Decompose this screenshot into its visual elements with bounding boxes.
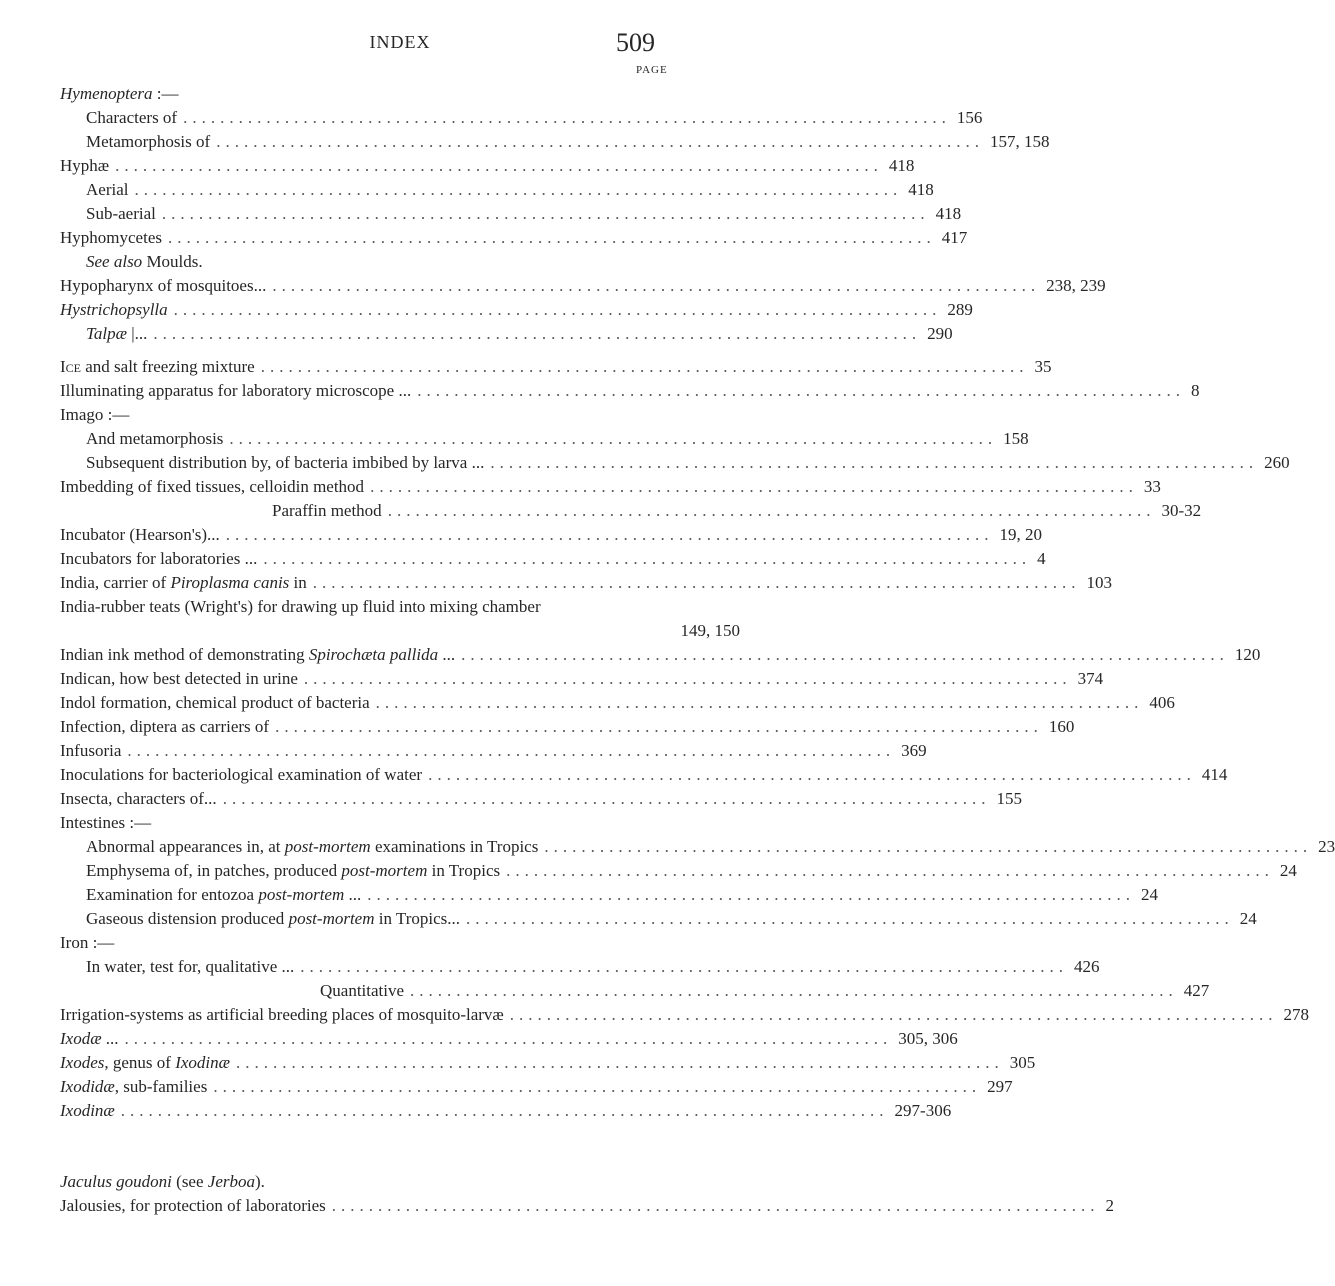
index-entry: [60, 298, 973, 322]
index-entry-label: Incubators for laboratories ...: [60, 549, 258, 568]
index-entry-label: India-rubber teats (Wright's) for drawing up fluid into mixing chamber: [60, 597, 541, 616]
index-entry-label: And metamorphosis: [86, 429, 224, 448]
index-entry-pages: 414: [1201, 765, 1228, 784]
leader-dots: ...................................................................................: [272, 276, 1041, 295]
index-entry: [60, 1075, 1013, 1099]
index-entry: [60, 427, 1029, 451]
page-number: 509: [616, 28, 655, 57]
leader-dots: ...................................................................................: [544, 837, 1313, 856]
index-entry-label: Hyphæ: [60, 156, 110, 175]
index-entry-label: Ixodæ ...: [60, 1029, 119, 1048]
index-entry-pages: 305: [1009, 1053, 1036, 1072]
index-entry: [60, 202, 962, 226]
leader-dots: ...................................................................................: [370, 477, 1138, 496]
index-entry: [60, 274, 1106, 298]
index-entry-pages: 160: [1048, 717, 1075, 736]
leader-dots: ...................................................................................: [260, 357, 1029, 376]
index-entry-pages: 24: [1239, 909, 1257, 928]
index-entry-label: Metamorphosis of: [86, 132, 211, 151]
index-entry-label: Aerial: [86, 180, 129, 199]
index-entry: [60, 1170, 740, 1194]
index-entry: [60, 787, 1022, 811]
index-entry-pages: 417: [941, 228, 968, 247]
leader-dots: ...................................................................................: [367, 885, 1136, 904]
index-entry-pages: 2: [1105, 1196, 1115, 1215]
leader-dots: ...................................................................................: [183, 108, 951, 127]
leader-dots: ...................................................................................: [134, 180, 903, 199]
index-entry: [60, 979, 1210, 1003]
index-entry: [60, 355, 1052, 379]
index-entry-pages: 157, 158: [989, 132, 1050, 151]
leader-dots: ...................................................................................: [167, 228, 936, 247]
leader-dots: ...................................................................................: [410, 981, 1178, 1000]
index-entry-label: Imbedding of fixed tissues, celloidin method: [60, 477, 365, 496]
index-entry-label: Gaseous distension produced post-mortem in Tropics...: [86, 909, 461, 928]
index-entry: [60, 523, 1043, 547]
index-entry-label: Subsequent distribution by, of bacteria imbibed by larva ...: [86, 453, 485, 472]
index-entry: [60, 1194, 1115, 1218]
leader-dots: ...................................................................................: [115, 156, 883, 175]
index-entry-pages: 278: [1283, 1005, 1310, 1024]
index-entry-pages: 290: [927, 324, 953, 343]
index-entry-label: Jalousies, for protection of laboratories: [60, 1196, 326, 1215]
index-entry-pages: 305, 306: [898, 1029, 958, 1048]
index-entry-label: Abnormal appearances in, at post-mortem examinations in Tropics: [86, 837, 539, 856]
index-entry: [60, 811, 740, 835]
index-entry-pages: 8: [1190, 381, 1200, 400]
index-entry-label: Ixodidæ, sub-families: [60, 1077, 208, 1096]
page-column-label: PAGE: [636, 64, 668, 76]
index-entry-label: Emphysema of, in patches, produced post-mortem in Tropics: [86, 861, 501, 880]
index-entry-pages: 427: [1183, 981, 1210, 1000]
leader-dots: ...................................................................................: [235, 1053, 1004, 1072]
index-entry-pages: 24: [1279, 861, 1297, 880]
index-entry-label: Talpæ |...: [86, 324, 148, 343]
index-entry: [60, 691, 1175, 715]
index-entry: [60, 130, 1050, 154]
index-entry-label: Ixodes, genus of Ixodinæ: [60, 1053, 230, 1072]
index-entry-pages: 369: [901, 741, 927, 760]
index-entry-pages: 418: [888, 156, 915, 175]
index-entry: [60, 1099, 952, 1123]
index-entry-pages: 4: [1037, 549, 1046, 568]
index-entry: [60, 571, 1113, 595]
index-entry: [60, 763, 1228, 787]
index-entry: [60, 226, 968, 250]
index-entry: [60, 1003, 1310, 1027]
index-entry-label: Examination for entozoa post-mortem ...: [86, 885, 362, 904]
index-entry: [60, 955, 1100, 979]
index-entry-pages: 426: [1073, 957, 1100, 976]
index-entry: [60, 475, 1161, 499]
leader-dots: ...................................................................................: [216, 132, 984, 151]
index-entry: [60, 667, 1104, 691]
leader-dots: ...................................................................................: [161, 204, 930, 223]
index-entry-label: In water, test for, qualitative ...: [86, 957, 295, 976]
leader-dots: ...................................................................................: [506, 861, 1274, 880]
index-entry: [60, 499, 1202, 523]
leader-dots: ...................................................................................: [263, 549, 1032, 568]
index-entry-label: Indol formation, chemical product of bacteria: [60, 693, 370, 712]
index-entry: [60, 451, 1290, 475]
index-entry-pages: 418: [908, 180, 934, 199]
index-entry-pages: 103: [1086, 573, 1113, 592]
index-entry: [60, 883, 1159, 907]
index-entry-pages: 374: [1077, 669, 1104, 688]
index-entry-pages: 156: [956, 108, 983, 127]
running-head-title: INDEX: [369, 32, 431, 52]
leader-dots: ...................................................................................: [225, 525, 994, 544]
index-entry: [60, 547, 1046, 571]
leader-dots: ...................................................................................: [229, 429, 998, 448]
index-entry-pages: 33: [1143, 477, 1161, 496]
index-entry-pages: 297: [987, 1077, 1013, 1096]
index-entry: [60, 178, 934, 202]
leader-dots: ...................................................................................: [222, 789, 991, 808]
index-entry-pages: 30-32: [1161, 501, 1202, 520]
index-entry: [60, 1027, 958, 1051]
index-entry: [60, 643, 1261, 667]
leader-dots: ...................................................................................: [275, 717, 1043, 736]
index-entry: [60, 379, 1200, 403]
index-entry-label: Infection, diptera as carriers of: [60, 717, 270, 736]
leader-dots: ...................................................................................: [375, 693, 1144, 712]
leader-dots: ...................................................................................: [127, 741, 896, 760]
index-entry: [60, 82, 740, 106]
index-entry: [60, 106, 983, 130]
index-entry-label: Illuminating apparatus for laboratory microscope ...: [60, 381, 412, 400]
index-entry-pages: 35: [1034, 357, 1052, 376]
index-entry-pages: 19, 20: [999, 525, 1043, 544]
leader-dots: ...................................................................................: [509, 1005, 1278, 1024]
index-entry: [60, 403, 740, 427]
index-entry-label: Intestines :—: [60, 813, 152, 832]
index-entry-label: Iron :—: [60, 933, 115, 952]
index-entry-label: Hystrichopsylla: [60, 300, 168, 319]
index-entry-label: Characters of: [86, 108, 178, 127]
leader-dots: ...................................................................................: [124, 1029, 893, 1048]
index-entry-label: Indian ink method of demonstrating Spirochæta pallida ...: [60, 645, 456, 664]
index-entry-pages: 260: [1264, 453, 1290, 472]
leader-dots: ...................................................................................: [387, 501, 1156, 520]
index-entry: [60, 1051, 1036, 1075]
index-entry-label: Ixodinæ: [60, 1101, 115, 1120]
leader-dots: ...................................................................................: [466, 909, 1234, 928]
leader-dots: ...................................................................................: [490, 453, 1259, 472]
index-entry-pages: 120: [1234, 645, 1261, 664]
index-entry: [60, 715, 1075, 739]
leader-dots: ...................................................................................: [303, 669, 1072, 688]
index-entry-label: Jaculus goudoni (see Jerboa).: [60, 1172, 265, 1191]
index-entry: [60, 931, 740, 955]
index-entry-label: Sub-aerial: [86, 204, 156, 223]
index-entry-label: Insecta, characters of...: [60, 789, 217, 808]
index-entry: [60, 619, 740, 643]
index-entry: [60, 739, 927, 763]
index-entry-label: Paraffin method: [272, 501, 382, 520]
index-entry-label: Ice and salt freezing mixture: [60, 357, 255, 376]
index-entry-pages: 24: [1141, 885, 1159, 904]
leader-dots: ...................................................................................: [428, 765, 1196, 784]
index-entry-pages: 238, 239: [1046, 276, 1106, 295]
index-entry-label: Imago :—: [60, 405, 130, 424]
leader-dots: ...................................................................................: [153, 324, 922, 343]
leader-dots: ...................................................................................: [120, 1101, 889, 1120]
index-entry-label: Inoculations for bacteriological examination of water: [60, 765, 423, 784]
index-entry-label: Irrigation-systems as artificial breeding places of mosquito-larvæ: [60, 1005, 504, 1024]
index-entry: [60, 322, 953, 346]
index-entry-pages: 23: [1318, 837, 1335, 856]
index-entry-pages: 418: [935, 204, 962, 223]
leader-dots: ...................................................................................: [331, 1196, 1100, 1215]
index-entry: [60, 835, 1335, 859]
index-entry-pages: 155: [996, 789, 1022, 808]
leader-dots: ...................................................................................: [461, 645, 1229, 664]
index-entry-pages: 158: [1003, 429, 1029, 448]
index-entry-label: Quantitative: [320, 981, 405, 1000]
index-entry: [60, 595, 740, 619]
index-entry-label: Incubator (Hearson's)...: [60, 525, 220, 544]
index-entry: [60, 859, 1297, 883]
index-entry-pages: 149, 150: [680, 621, 740, 640]
index-entry: [60, 250, 740, 274]
index-entry-label: Infusoria: [60, 741, 122, 760]
index-entry: [60, 154, 915, 178]
index-entry-label: Hymenoptera :—: [60, 84, 179, 103]
index-entry-label: See also Moulds.: [86, 252, 203, 271]
index-entry-label: Indican, how best detected in urine: [60, 669, 298, 688]
index-entry-label: Hypopharynx of mosquitoes...: [60, 276, 267, 295]
index-entry: [60, 907, 1257, 931]
index-entry-label: India, carrier of Piroplasma canis in: [60, 573, 307, 592]
leader-dots: ...................................................................................: [417, 381, 1185, 400]
index-entry-pages: 297-306: [894, 1101, 952, 1120]
index-entry-label: Hyphomycetes: [60, 228, 162, 247]
leader-dots: ...................................................................................: [300, 957, 1068, 976]
index-entry-pages: 289: [947, 300, 973, 319]
leader-dots: ...................................................................................: [312, 573, 1081, 592]
leader-dots: ...................................................................................: [173, 300, 942, 319]
index-entry-pages: 406: [1149, 693, 1175, 712]
leader-dots: ...................................................................................: [213, 1077, 982, 1096]
